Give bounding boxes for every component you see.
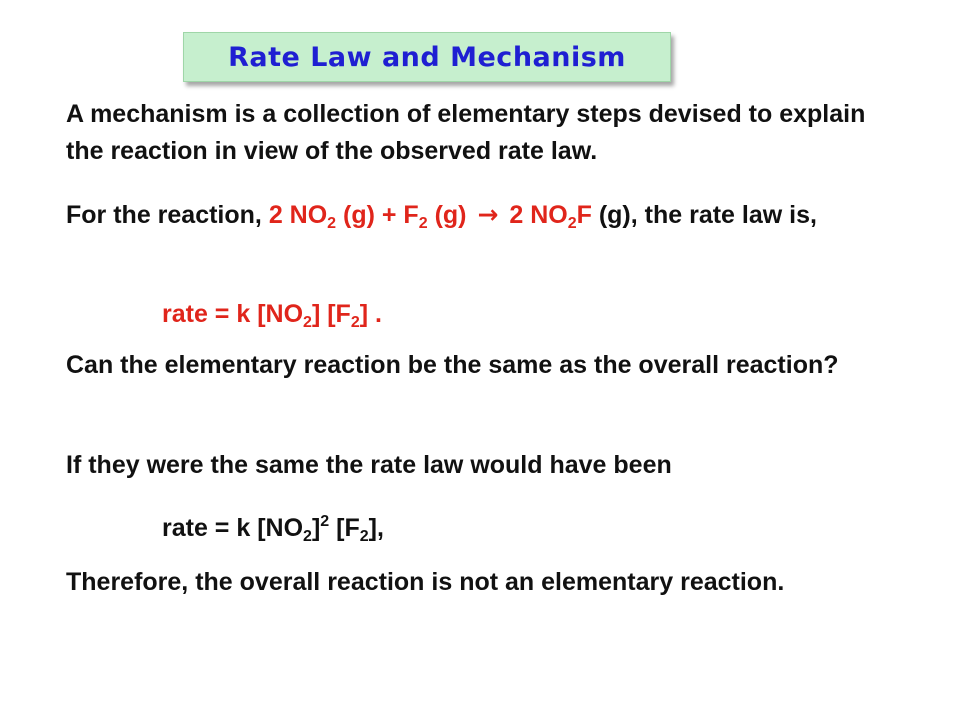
reaction-equation: 2 $NO_2$ $(g) + F_2$ (g) → 2 $NO_2F$ — [269, 201, 592, 229]
reaction-suffix: (g), the rate law is, — [591, 201, 817, 229]
slide-title: Rate Law and Mechanism — [228, 42, 626, 73]
paragraph-reaction — [66, 196, 866, 234]
paragraph-conclusion: Therefore, the overall reaction is not an elementary reaction. — [66, 568, 785, 596]
reaction-prefix: For the reaction, — [66, 201, 269, 229]
hypothetical-rate-law: rate = k $[NO_2]^2$ $[F_2]$, — [162, 513, 384, 545]
paragraph-mechanism-definition: A mechanism is a collection of elementary steps devised to explain the reaction in view of the observed rate law. — [66, 100, 866, 165]
observed-rate-law: rate = k $[NO_2]$ $[F_2]$ . — [162, 300, 382, 331]
paragraph-question: Can the elementary reaction be the same as the overall reaction? — [66, 351, 839, 379]
title-box — [183, 32, 671, 82]
arrow-icon: → — [477, 200, 499, 229]
paragraph-hypothetical: If they were the same the rate law would have been — [66, 451, 672, 479]
